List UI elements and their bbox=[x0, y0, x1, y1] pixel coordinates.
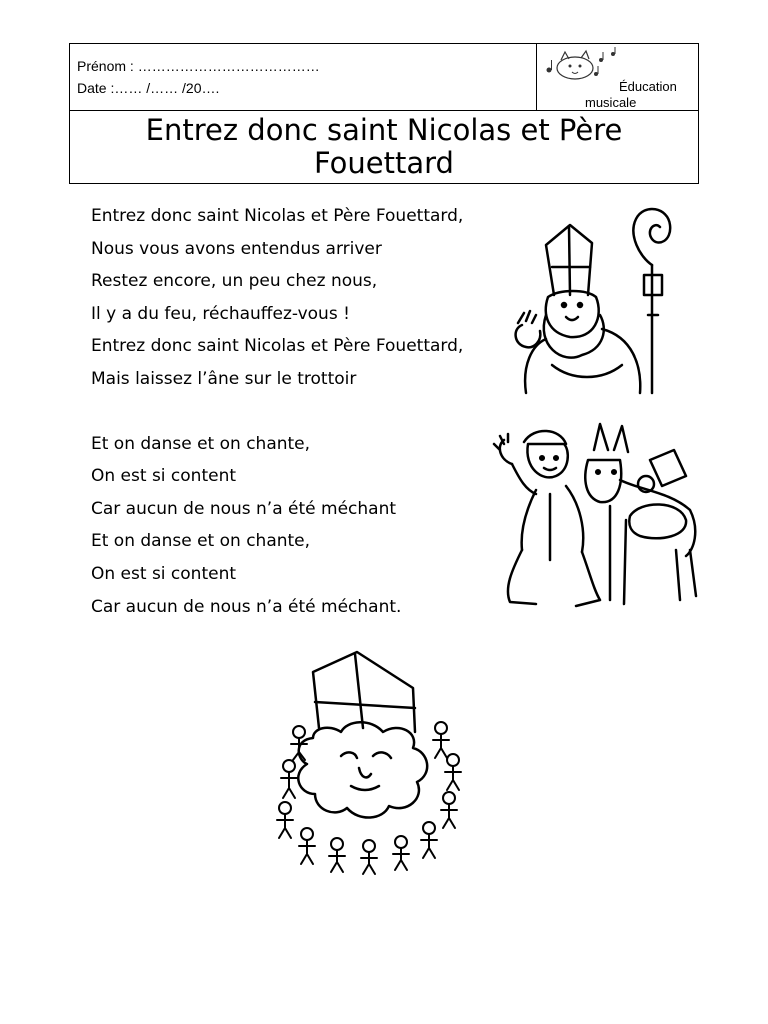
lyric-line: Entrez donc saint Nicolas et Père Fouettard, bbox=[91, 206, 464, 226]
header-table bbox=[69, 43, 699, 184]
saint-nicolas-icon bbox=[512, 205, 682, 395]
lyric-line: Nous vous avons entendus arriver bbox=[91, 238, 382, 259]
verse-1 bbox=[91, 200, 463, 396]
verse-2 bbox=[91, 428, 463, 624]
saint-nicolas-dancing-children-icon bbox=[263, 648, 483, 878]
pere-fouettard-donkey-icon bbox=[490, 420, 705, 620]
title-line-1: Entrez donc saint Nicolas et Père bbox=[145, 113, 623, 147]
lyric-line: Mais laissez l’âne sur le trottoir bbox=[91, 368, 357, 389]
header-top-row bbox=[70, 44, 698, 111]
verse-gap bbox=[91, 396, 463, 428]
song-lyrics bbox=[91, 200, 463, 623]
lyric-line: Car aucun de nous n’a été méchant bbox=[91, 498, 397, 519]
lyric-line: Restez encore, un peu chez nous, bbox=[91, 271, 378, 292]
music-notes-cat-icon bbox=[541, 46, 621, 86]
subject-label-1: Éducation bbox=[619, 79, 677, 94]
lyric-line: Et on danse et on chante, bbox=[91, 531, 311, 552]
page-title bbox=[70, 114, 698, 180]
subject-label-2: musicale bbox=[585, 95, 637, 110]
lyric-line: On est si content bbox=[91, 563, 237, 584]
lyric-line: On est si content bbox=[91, 466, 237, 487]
firstname-field[interactable]: Prénom : ………………………………… bbox=[77, 58, 320, 74]
lyric-line: Car aucun de nous n’a été méchant. bbox=[91, 596, 402, 617]
subject-cell bbox=[537, 44, 698, 110]
title-line-2: Fouettard bbox=[314, 146, 454, 180]
date-field[interactable]: Date :…… /…… /20…. bbox=[77, 80, 220, 96]
lyric-line: Et on danse et on chante, bbox=[91, 433, 311, 454]
student-fields bbox=[70, 44, 537, 110]
lyric-line: Entrez donc saint Nicolas et Père Fouettard, bbox=[91, 336, 464, 357]
lyric-line: Il y a du feu, réchauffez-vous ! bbox=[91, 303, 350, 324]
